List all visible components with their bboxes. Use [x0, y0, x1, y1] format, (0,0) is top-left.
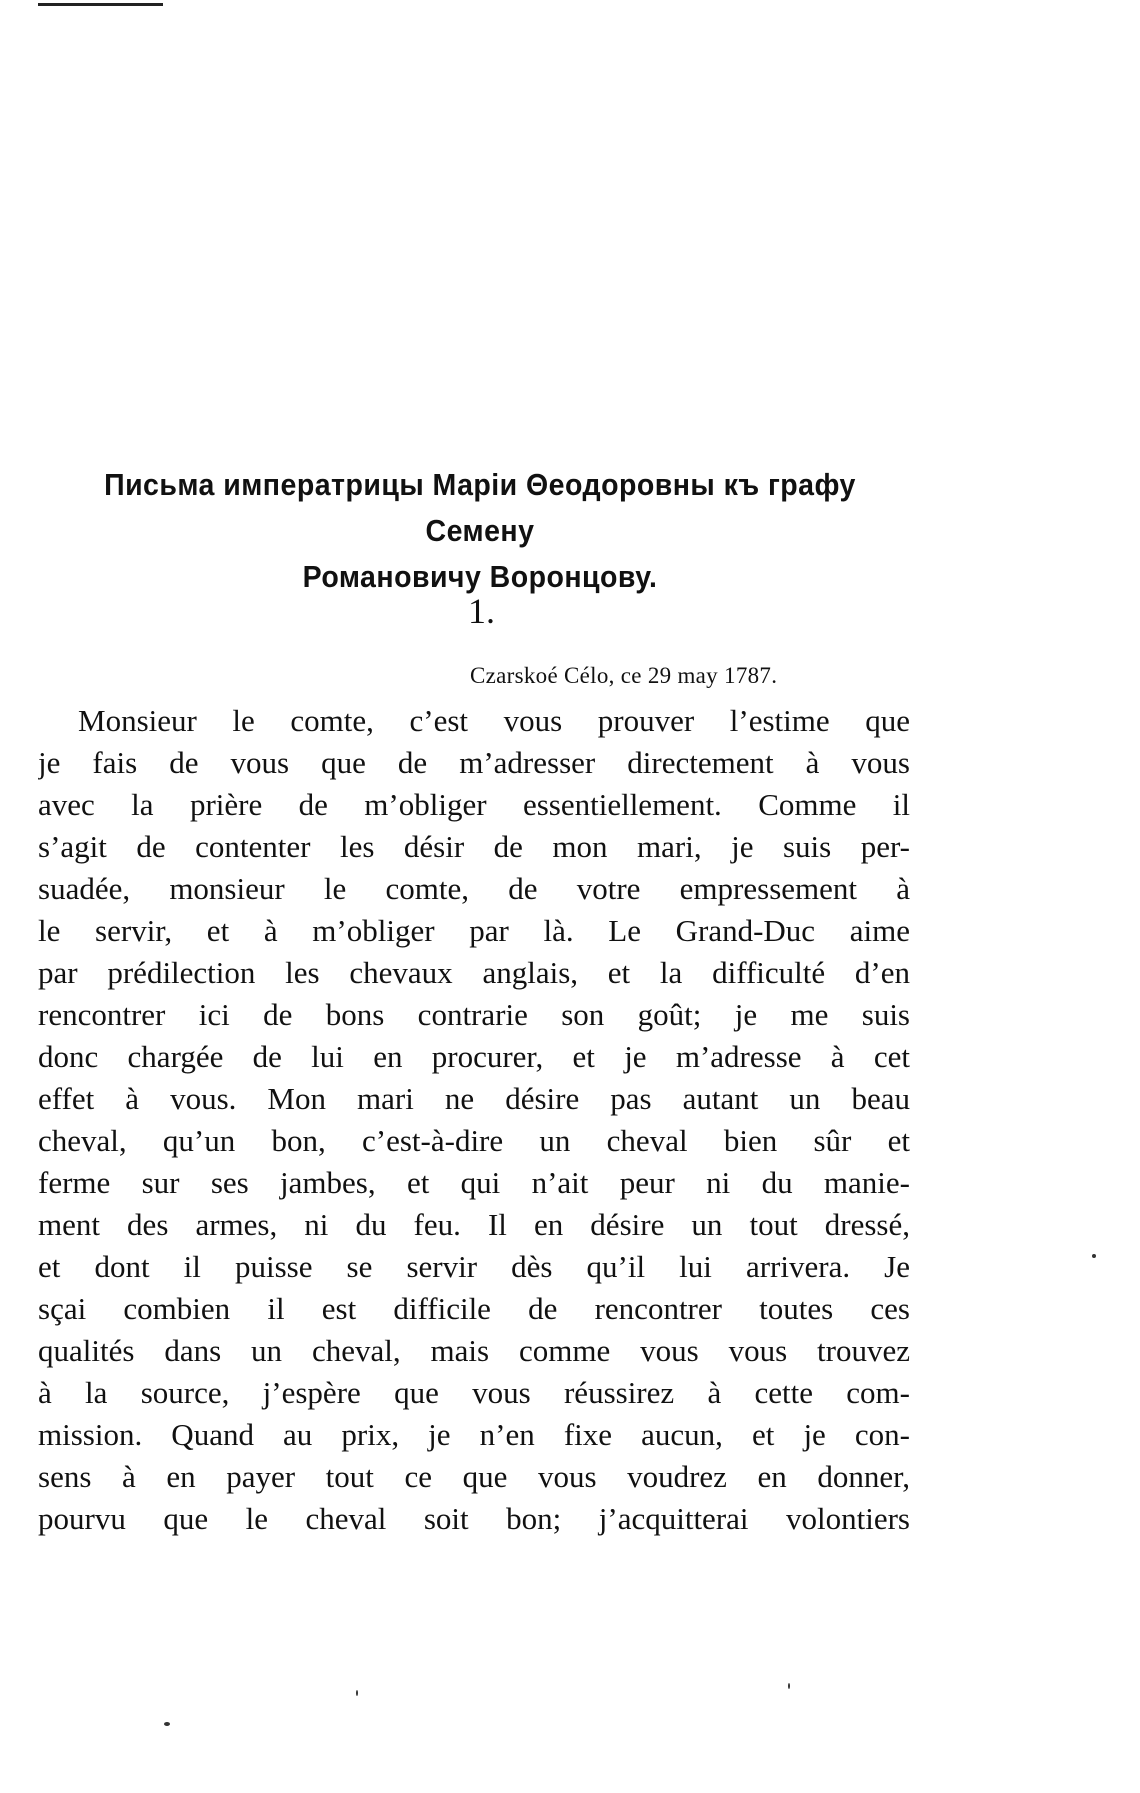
body-line: et dont il puisse se servir dès qu’il lui arrivera. Je [38, 1249, 910, 1284]
body-line: sçai combien il est difficile de rencontrer toutes ces [38, 1291, 910, 1326]
body-line: mission. Quand au prix, je n’en fixe aucun, et je con- [38, 1417, 910, 1452]
scan-speck [164, 1722, 170, 1726]
scan-speck [356, 1690, 358, 1696]
body-line: rencontrer ici de bons contrarie son goût; je me suis [38, 997, 910, 1032]
body-line: qualités dans un cheval, mais comme vous vous trouvez [38, 1333, 910, 1368]
letter-dateline: Czarskoé Célo, ce 29 may 1787. [470, 663, 778, 688]
body-line: s’agit de contenter les désir de mon mari, je suis per- [38, 829, 910, 864]
body-line: effet à vous. Mon mari ne désire pas autant un beau [38, 1081, 910, 1116]
body-line: ment des armes, ni du feu. Il en désire un tout dressé, [38, 1207, 910, 1242]
body-line: avec la prière de m’obliger essentiellement. Comme il [38, 787, 910, 822]
letters-heading [75, 462, 885, 600]
body-line: à la source, j’espère que vous réussirez à cette com- [38, 1375, 910, 1410]
body-line: cheval, qu’un bon, c’est-à-dire un cheval bien sûr et [38, 1123, 910, 1158]
heading-line-2: Романовичу Воронцову. [302, 559, 658, 594]
scan-speck [788, 1683, 790, 1689]
scan-speck [1092, 1254, 1096, 1258]
body-line: je fais de vous que de m’adresser directement à vous [38, 745, 910, 780]
letter-number: 1. [468, 591, 495, 631]
heading-line-1: Письма императрицы Марiи Θеодоровны къ графу Семену [104, 467, 856, 548]
body-line: pourvu que le cheval soit bon; j’acquitterai volontiers [38, 1501, 910, 1536]
body-line: donc chargée de lui en procurer, et je m’adresse à cet [38, 1039, 910, 1074]
letter-body [38, 700, 910, 1540]
top-rule [38, 3, 163, 6]
body-line: le servir, et à m’obliger par là. Le Grand-Duc aime [38, 913, 910, 948]
body-line: Monsieur le comte, c’est vous prouver l’estime que [78, 703, 910, 738]
body-line: ferme sur ses jambes, et qui n’ait peur ni du manie- [38, 1165, 910, 1200]
body-line: par prédilection les chevaux anglais, et la difficulté d’en [38, 955, 910, 990]
body-line: sens à en payer tout ce que vous voudrez en donner, [38, 1459, 910, 1494]
body-line: suadée, monsieur le comte, de votre empressement à [38, 871, 910, 906]
